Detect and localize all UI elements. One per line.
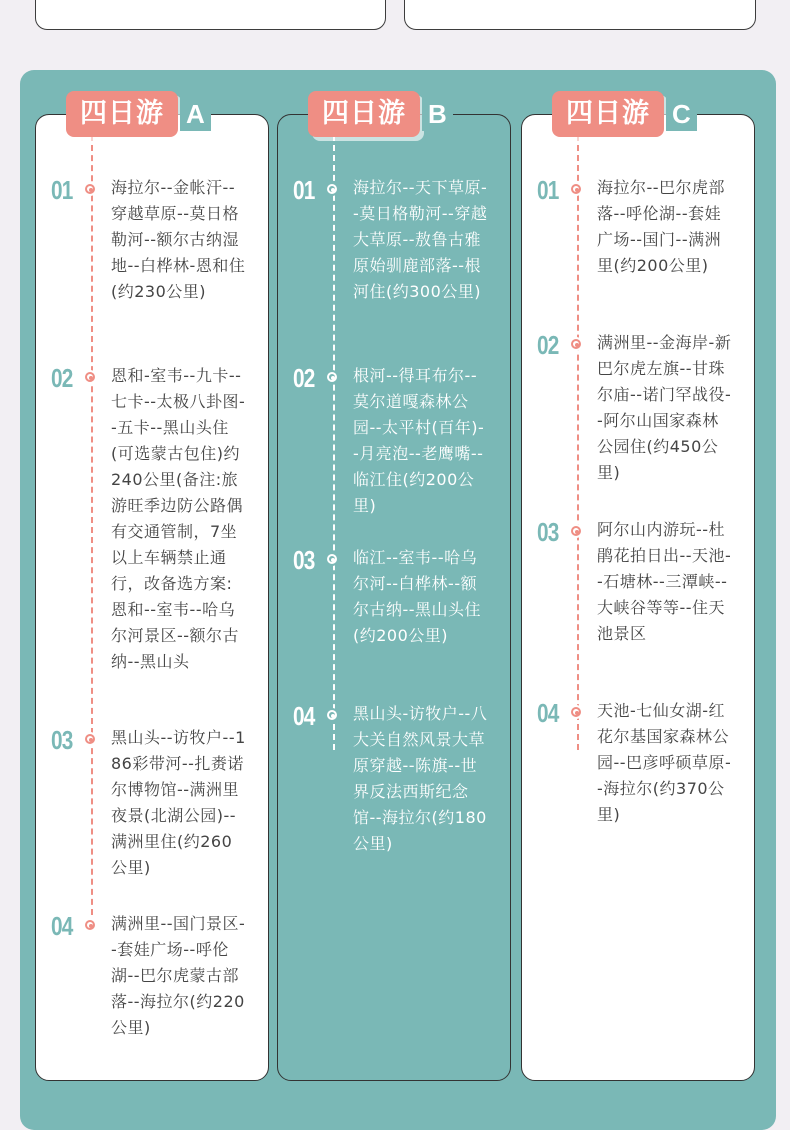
- column-header: [66, 91, 211, 137]
- top-card-left: [35, 0, 386, 30]
- day-number: 04: [51, 911, 73, 941]
- day-description: 根河--得耳布尔--莫尔道嘎森林公园--太平村(百年)--月亮泡--老鹰嘴--临江住(约200公里): [353, 366, 485, 515]
- day-description: 满洲里--金海岸-新巴尔虎左旗--甘珠尔庙--诺门罕战役--阿尔山国家森林公园住(约450公里): [597, 333, 732, 482]
- day-description: 黑山头--访牧户--186彩带河--扎赉诺尔博物馆--满洲里夜景(北湖公园)--满洲里住(约260公里): [111, 728, 246, 877]
- column-header: [308, 91, 453, 137]
- day-description: 海拉尔--金帐汗--穿越草原--莫日格勒河--额尔古纳湿地--白桦林-恩和住(约230公里): [111, 178, 246, 301]
- day-number: 01: [537, 175, 559, 205]
- day-number: 03: [51, 725, 73, 755]
- column-header: [552, 91, 697, 137]
- itinerary-column-c: [521, 98, 755, 1081]
- day-description: 满洲里--国门景区--套娃广场--呼伦湖--巴尔虎蒙古部落--海拉尔(约220公里): [111, 914, 246, 1037]
- timeline-dot-icon: [571, 707, 581, 717]
- day-number: 02: [293, 363, 315, 393]
- timeline-line: [577, 135, 579, 750]
- column-letter: C: [666, 97, 697, 131]
- timeline-dot-icon: [327, 554, 337, 564]
- column-letter: B: [422, 97, 453, 131]
- day-description: 天池-七仙女湖-红花尔基国家森林公园--巴彦呼硕草原--海拉尔(约370公里): [597, 701, 732, 824]
- itinerary-column-a: [35, 98, 269, 1081]
- timeline-dot-icon: [85, 920, 95, 930]
- timeline-dot-icon: [327, 710, 337, 720]
- day-number: 01: [293, 175, 315, 205]
- day-description: 临江--室韦--哈乌尔河--白桦林--额尔古纳--黑山头住(约200公里): [353, 548, 482, 645]
- day-number: 02: [51, 363, 73, 393]
- timeline-dot-icon: [571, 526, 581, 536]
- timeline-line: [333, 135, 335, 750]
- day-number: 04: [537, 698, 559, 728]
- timeline-dot-icon: [85, 184, 95, 194]
- timeline-dot-icon: [571, 339, 581, 349]
- timeline-dot-icon: [85, 372, 95, 382]
- top-card-right: [404, 0, 756, 30]
- column-title: 四日游: [66, 91, 178, 137]
- column-title: 四日游: [308, 91, 420, 137]
- day-number: 03: [537, 517, 559, 547]
- day-description: 海拉尔--天下草原--莫日格勒河--穿越大草原--敖鲁古雅原始驯鹿部落--根河住(约300公里): [353, 178, 488, 301]
- timeline-dot-icon: [327, 372, 337, 382]
- timeline-line: [91, 135, 93, 925]
- timeline-dot-icon: [571, 184, 581, 194]
- day-description: 阿尔山内游玩--杜鹃花拍日出--天池--石塘林--三潭峡--大峡谷等等--住天池景区: [597, 520, 732, 643]
- column-title: 四日游: [552, 91, 664, 137]
- day-number: 04: [293, 701, 315, 731]
- day-number: 03: [293, 545, 315, 575]
- day-description: 海拉尔--巴尔虎部落--呼伦湖--套娃广场--国门--满洲里(约200公里): [597, 178, 726, 275]
- timeline-dot-icon: [327, 184, 337, 194]
- column-letter: A: [180, 97, 211, 131]
- itinerary-column-b: [277, 98, 511, 1081]
- day-number: 02: [537, 330, 559, 360]
- day-description: 恩和-室韦--九卡--七卡--太极八卦图--五卡--黑山头住(可选蒙古包住)约240公里(备注:旅游旺季边防公路偶有交通管制，7坐以上车辆禁止通行，改备选方案:恩和--室韦--哈乌尔河景区--额尔古纳--黑山头: [111, 366, 246, 671]
- day-number: 01: [51, 175, 73, 205]
- timeline-dot-icon: [85, 734, 95, 744]
- day-description: 黑山头-访牧户--八大关自然风景大草原穿越--陈旗--世界反法西斯纪念馆--海拉尔(约180公里): [353, 704, 488, 853]
